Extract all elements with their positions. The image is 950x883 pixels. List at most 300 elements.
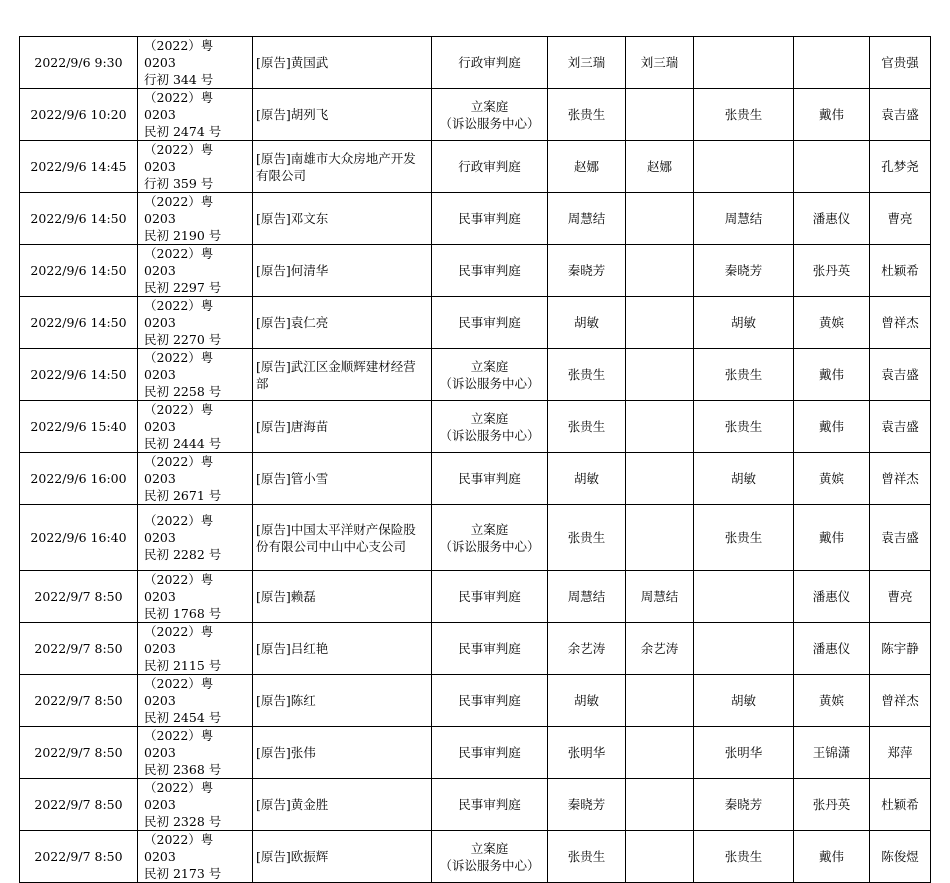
- hearing-time: 2022/9/6 9:30: [34, 55, 123, 70]
- case-number-line: 民初 2297 号: [144, 280, 222, 295]
- court-line: 民事审判庭: [458, 315, 521, 330]
- member-cell: [626, 245, 694, 297]
- member2-cell: [694, 453, 794, 505]
- clerk-name: 袁吉盛: [881, 530, 919, 545]
- member2-cell: [694, 831, 794, 883]
- member2-name: 张贵生: [724, 367, 763, 382]
- case-number-cell: [138, 89, 253, 141]
- hearing-time-cell: [20, 349, 138, 401]
- assistant-cell: [794, 37, 870, 89]
- case-number-cell: [138, 505, 253, 571]
- case-number-cell: [138, 453, 253, 505]
- case-number-line: 民初 2671 号: [144, 488, 222, 503]
- assistant-name: 潘惠仪: [812, 589, 851, 604]
- assistant-cell: [794, 245, 870, 297]
- case-number-cell: [138, 401, 253, 453]
- member2-cell: [694, 37, 794, 89]
- clerk-name: 袁吉盛: [881, 107, 919, 122]
- member-cell: [626, 349, 694, 401]
- hearing-time: 2022/9/6 14:50: [30, 315, 127, 330]
- hearing-time-cell: [20, 831, 138, 883]
- member-name: 余艺涛: [640, 641, 679, 656]
- court-line: 行政审判庭: [458, 55, 521, 70]
- court-cell: [432, 505, 548, 571]
- party-cell: [253, 401, 432, 453]
- judge-cell: [548, 349, 626, 401]
- member-cell: [626, 193, 694, 245]
- hearing-time: 2022/9/6 10:20: [30, 107, 127, 122]
- court-cell: [432, 571, 548, 623]
- member2-name: 张贵生: [724, 107, 763, 122]
- judge-cell: [548, 453, 626, 505]
- judge-cell: [548, 89, 626, 141]
- court-line: 民事审判庭: [458, 471, 521, 486]
- case-number-line: 民初 2115 号: [144, 658, 222, 673]
- court-cell: [432, 623, 548, 675]
- judge-name: 胡敏: [573, 315, 599, 330]
- case-number-cell: [138, 779, 253, 831]
- hearing-time: 2022/9/6 16:40: [30, 530, 127, 545]
- case-number-line: 行初 344 号: [144, 72, 214, 87]
- judge-name: 赵娜: [573, 159, 599, 174]
- party-cell: [253, 727, 432, 779]
- party-name: [原告]张伟: [256, 745, 316, 760]
- hearing-schedule-table: [19, 36, 931, 883]
- hearing-time: 2022/9/7 8:50: [34, 693, 123, 708]
- case-number-line: 民初 1768 号: [144, 606, 222, 621]
- court-line: 行政审判庭: [458, 159, 521, 174]
- clerk-name: 曹亮: [887, 211, 913, 226]
- judge-name: 张贵生: [567, 849, 606, 864]
- hearing-time-cell: [20, 505, 138, 571]
- party-name: [原告]黄国武: [256, 55, 329, 70]
- party-name: [原告]袁仁亮: [256, 315, 329, 330]
- judge-name: 张贵生: [567, 530, 606, 545]
- hearing-time: 2022/9/7 8:50: [34, 745, 123, 760]
- court-cell: [432, 297, 548, 349]
- court-line: 立案庭: [470, 521, 509, 537]
- member2-cell: [694, 349, 794, 401]
- clerk-cell: [870, 505, 931, 571]
- case-number-cell: [138, 623, 253, 675]
- member2-name: 周慧结: [724, 211, 763, 226]
- hearing-time-cell: [20, 623, 138, 675]
- party-name: [原告]陈红: [256, 693, 316, 708]
- hearing-time-cell: [20, 297, 138, 349]
- case-number-line: （2022）粤 0203: [144, 513, 214, 545]
- clerk-cell: [870, 37, 931, 89]
- member2-cell: [694, 727, 794, 779]
- court-line: 民事审判庭: [458, 589, 521, 604]
- clerk-cell: [870, 349, 931, 401]
- assistant-name: 张丹英: [812, 263, 851, 278]
- assistant-name: 黄嫔: [818, 315, 844, 330]
- case-number-line: 民初 2328 号: [144, 814, 222, 829]
- member2-cell: [694, 193, 794, 245]
- party-cell: [253, 193, 432, 245]
- case-number-line: （2022）粤 0203: [144, 142, 214, 174]
- assistant-cell: [794, 727, 870, 779]
- clerk-cell: [870, 453, 931, 505]
- hearing-time: 2022/9/6 15:40: [30, 419, 127, 434]
- table-row: [20, 505, 931, 571]
- hearing-time-cell: [20, 453, 138, 505]
- table-row: [20, 141, 931, 193]
- court-cell: [432, 349, 548, 401]
- judge-name: 秦晓芳: [567, 263, 606, 278]
- party-name: [原告]南雄市大众房地产开发有限公司: [256, 150, 416, 183]
- clerk-cell: [870, 297, 931, 349]
- hearing-time-cell: [20, 89, 138, 141]
- case-number-cell: [138, 571, 253, 623]
- clerk-name: 官贵强: [881, 55, 919, 70]
- assistant-name: 潘惠仪: [812, 641, 851, 656]
- court-line: 民事审判庭: [458, 745, 521, 760]
- party-name: [原告]黄金胜: [256, 797, 329, 812]
- member2-cell: [694, 141, 794, 193]
- assistant-cell: [794, 831, 870, 883]
- judge-cell: [548, 623, 626, 675]
- hearing-time-cell: [20, 141, 138, 193]
- case-number-line: 民初 2474 号: [144, 124, 222, 139]
- table-row: [20, 89, 931, 141]
- table-row: [20, 193, 931, 245]
- member-cell: [626, 675, 694, 727]
- hearing-time-cell: [20, 401, 138, 453]
- member2-name: 秦晓芳: [724, 797, 763, 812]
- court-line: （诉讼服务中心）: [439, 427, 540, 443]
- hearing-time: 2022/9/7 8:50: [34, 849, 123, 864]
- party-cell: [253, 675, 432, 727]
- member2-cell: [694, 297, 794, 349]
- case-number-line: 民初 2270 号: [144, 332, 222, 347]
- assistant-name: 戴伟: [818, 367, 844, 382]
- case-number-line: （2022）粤 0203: [144, 194, 214, 226]
- table-row: [20, 349, 931, 401]
- case-number-cell: [138, 245, 253, 297]
- table-row: [20, 571, 931, 623]
- judge-name: 胡敏: [573, 693, 599, 708]
- hearing-time-cell: [20, 571, 138, 623]
- party-cell: [253, 297, 432, 349]
- hearing-time: 2022/9/6 14:50: [30, 211, 127, 226]
- party-name: [原告]中国太平洋财产保险股份有限公司中山中心支公司: [256, 521, 416, 554]
- assistant-name: 戴伟: [818, 849, 844, 864]
- case-number-cell: [138, 727, 253, 779]
- hearing-time-cell: [20, 727, 138, 779]
- table-row: [20, 779, 931, 831]
- party-name: [原告]管小雪: [256, 471, 329, 486]
- judge-name: 张贵生: [567, 419, 606, 434]
- assistant-cell: [794, 89, 870, 141]
- member-cell: [626, 297, 694, 349]
- party-name: [原告]欧振辉: [256, 849, 329, 864]
- court-line: 立案庭: [470, 410, 509, 426]
- clerk-name: 郑萍: [887, 745, 913, 760]
- clerk-cell: [870, 141, 931, 193]
- judge-cell: [548, 245, 626, 297]
- assistant-name: 黄嫔: [818, 693, 844, 708]
- member2-cell: [694, 779, 794, 831]
- clerk-cell: [870, 623, 931, 675]
- assistant-name: 戴伟: [818, 419, 844, 434]
- hearing-time-cell: [20, 675, 138, 727]
- case-number-line: （2022）粤 0203: [144, 90, 214, 122]
- case-number-cell: [138, 675, 253, 727]
- party-cell: [253, 779, 432, 831]
- hearing-time: 2022/9/6 16:00: [30, 471, 127, 486]
- judge-name: 张贵生: [567, 367, 606, 382]
- party-name: [原告]邓文东: [256, 211, 329, 226]
- clerk-name: 曾祥杰: [881, 315, 919, 330]
- hearing-time-cell: [20, 193, 138, 245]
- clerk-cell: [870, 245, 931, 297]
- clerk-name: 袁吉盛: [881, 367, 919, 382]
- case-number-line: （2022）粤 0203: [144, 572, 214, 604]
- court-line: （诉讼服务中心）: [439, 115, 540, 131]
- case-number-line: 民初 2282 号: [144, 547, 222, 562]
- case-number-line: 民初 2368 号: [144, 762, 222, 777]
- clerk-name: 孔梦尧: [881, 159, 919, 174]
- court-line: 民事审判庭: [458, 263, 521, 278]
- party-cell: [253, 571, 432, 623]
- assistant-cell: [794, 401, 870, 453]
- case-number-line: （2022）粤 0203: [144, 728, 214, 760]
- party-cell: [253, 245, 432, 297]
- assistant-name: 戴伟: [818, 530, 844, 545]
- hearing-time: 2022/9/7 8:50: [34, 797, 123, 812]
- case-number-line: 行初 359 号: [144, 176, 214, 191]
- member-cell: [626, 831, 694, 883]
- table-row: [20, 37, 931, 89]
- case-number-line: 民初 2444 号: [144, 436, 222, 451]
- member-name: 赵娜: [646, 159, 672, 174]
- table-row: [20, 831, 931, 883]
- party-cell: [253, 349, 432, 401]
- member2-cell: [694, 505, 794, 571]
- judge-name: 余艺涛: [567, 641, 606, 656]
- case-number-cell: [138, 193, 253, 245]
- assistant-cell: [794, 779, 870, 831]
- member2-name: 张贵生: [724, 419, 763, 434]
- assistant-name: 黄嫔: [818, 471, 844, 486]
- clerk-name: 杜颖希: [881, 263, 919, 278]
- case-number-line: （2022）粤 0203: [144, 38, 214, 70]
- member2-name: 张明华: [724, 745, 763, 760]
- hearing-time: 2022/9/6 14:50: [30, 367, 127, 382]
- case-number-line: （2022）粤 0203: [144, 624, 214, 656]
- assistant-cell: [794, 141, 870, 193]
- judge-name: 张明华: [567, 745, 606, 760]
- court-line: 立案庭: [470, 840, 509, 856]
- court-line: 民事审判庭: [458, 693, 521, 708]
- clerk-name: 陈俊煜: [881, 849, 919, 864]
- clerk-cell: [870, 779, 931, 831]
- member2-cell: [694, 675, 794, 727]
- judge-name: 周慧结: [567, 211, 606, 226]
- court-line: 立案庭: [470, 98, 509, 114]
- member2-cell: [694, 623, 794, 675]
- case-number-cell: [138, 141, 253, 193]
- hearing-time: 2022/9/6 14:45: [30, 159, 127, 174]
- judge-cell: [548, 779, 626, 831]
- party-cell: [253, 623, 432, 675]
- clerk-name: 曾祥杰: [881, 693, 919, 708]
- court-cell: [432, 141, 548, 193]
- member-name: 刘三瑞: [640, 55, 679, 70]
- court-line: 民事审判庭: [458, 211, 521, 226]
- court-line: 民事审判庭: [458, 641, 521, 656]
- court-cell: [432, 37, 548, 89]
- court-cell: [432, 193, 548, 245]
- party-name: [原告]吕红艳: [256, 641, 329, 656]
- court-cell: [432, 453, 548, 505]
- clerk-cell: [870, 727, 931, 779]
- member-cell: [626, 37, 694, 89]
- hearing-time-cell: [20, 245, 138, 297]
- hearing-time: 2022/9/7 8:50: [34, 641, 123, 656]
- court-cell: [432, 401, 548, 453]
- judge-cell: [548, 141, 626, 193]
- judge-cell: [548, 675, 626, 727]
- table-row: [20, 401, 931, 453]
- case-number-cell: [138, 349, 253, 401]
- assistant-cell: [794, 297, 870, 349]
- member-cell: [626, 89, 694, 141]
- table-row: [20, 297, 931, 349]
- hearing-time: 2022/9/6 14:50: [30, 263, 127, 278]
- member-cell: [626, 505, 694, 571]
- case-number-line: （2022）粤 0203: [144, 350, 214, 382]
- assistant-cell: [794, 675, 870, 727]
- member2-cell: [694, 571, 794, 623]
- case-number-line: （2022）粤 0203: [144, 298, 214, 330]
- assistant-cell: [794, 193, 870, 245]
- judge-cell: [548, 297, 626, 349]
- court-line: 民事审判庭: [458, 797, 521, 812]
- member2-name: 张贵生: [724, 849, 763, 864]
- assistant-name: 王锦潇: [812, 745, 851, 760]
- member-cell: [626, 141, 694, 193]
- party-name: [原告]唐海苗: [256, 419, 329, 434]
- party-name: [原告]胡列飞: [256, 107, 329, 122]
- judge-cell: [548, 571, 626, 623]
- member2-cell: [694, 89, 794, 141]
- judge-cell: [548, 505, 626, 571]
- case-number-line: （2022）粤 0203: [144, 780, 214, 812]
- case-number-line: （2022）粤 0203: [144, 676, 214, 708]
- case-number-line: （2022）粤 0203: [144, 454, 214, 486]
- judge-name: 周慧结: [567, 589, 606, 604]
- court-line: （诉讼服务中心）: [439, 857, 540, 873]
- party-cell: [253, 831, 432, 883]
- party-cell: [253, 141, 432, 193]
- judge-name: 秦晓芳: [567, 797, 606, 812]
- judge-name: 刘三瑞: [567, 55, 606, 70]
- assistant-name: 潘惠仪: [812, 211, 851, 226]
- member2-name: 张贵生: [724, 530, 763, 545]
- member2-cell: [694, 245, 794, 297]
- party-name: [原告]武江区金顺辉建材经营部: [256, 358, 416, 391]
- court-line: （诉讼服务中心）: [439, 538, 540, 554]
- party-name: [原告]何清华: [256, 263, 329, 278]
- clerk-cell: [870, 831, 931, 883]
- clerk-cell: [870, 401, 931, 453]
- member-cell: [626, 623, 694, 675]
- assistant-name: 张丹英: [812, 797, 851, 812]
- assistant-cell: [794, 505, 870, 571]
- assistant-cell: [794, 623, 870, 675]
- clerk-name: 陈宇静: [881, 641, 919, 656]
- assistant-name: 戴伟: [818, 107, 844, 122]
- court-cell: [432, 675, 548, 727]
- case-number-cell: [138, 297, 253, 349]
- judge-cell: [548, 193, 626, 245]
- clerk-cell: [870, 89, 931, 141]
- case-number-line: 民初 2190 号: [144, 228, 222, 243]
- hearing-time-cell: [20, 37, 138, 89]
- case-number-line: 民初 2258 号: [144, 384, 222, 399]
- table-row: [20, 453, 931, 505]
- member2-name: 秦晓芳: [724, 263, 763, 278]
- clerk-name: 杜颖希: [881, 797, 919, 812]
- party-name: [原告]赖磊: [256, 589, 316, 604]
- court-cell: [432, 779, 548, 831]
- court-cell: [432, 831, 548, 883]
- case-number-cell: [138, 831, 253, 883]
- member-name: 周慧结: [640, 589, 679, 604]
- judge-name: 胡敏: [573, 471, 599, 486]
- member2-name: 胡敏: [730, 693, 756, 708]
- party-cell: [253, 453, 432, 505]
- judge-cell: [548, 401, 626, 453]
- table-row: [20, 727, 931, 779]
- court-cell: [432, 245, 548, 297]
- clerk-cell: [870, 675, 931, 727]
- judge-cell: [548, 831, 626, 883]
- judge-cell: [548, 37, 626, 89]
- case-number-line: 民初 2454 号: [144, 710, 222, 725]
- table-row: [20, 675, 931, 727]
- case-number-line: （2022）粤 0203: [144, 246, 214, 278]
- hearing-time-cell: [20, 779, 138, 831]
- table-row: [20, 623, 931, 675]
- case-number-line: （2022）粤 0203: [144, 402, 214, 434]
- court-cell: [432, 89, 548, 141]
- judge-cell: [548, 727, 626, 779]
- clerk-name: 曹亮: [887, 589, 913, 604]
- clerk-cell: [870, 571, 931, 623]
- clerk-cell: [870, 193, 931, 245]
- member-cell: [626, 401, 694, 453]
- assistant-cell: [794, 349, 870, 401]
- member-cell: [626, 727, 694, 779]
- court-cell: [432, 727, 548, 779]
- hearing-time: 2022/9/7 8:50: [34, 589, 123, 604]
- court-line: 立案庭: [470, 358, 509, 374]
- table-row: [20, 245, 931, 297]
- court-line: （诉讼服务中心）: [439, 375, 540, 391]
- case-number-line: 民初 2173 号: [144, 866, 222, 881]
- party-cell: [253, 505, 432, 571]
- clerk-name: 袁吉盛: [881, 419, 919, 434]
- member-cell: [626, 453, 694, 505]
- member2-name: 胡敏: [730, 315, 756, 330]
- party-cell: [253, 89, 432, 141]
- assistant-cell: [794, 453, 870, 505]
- clerk-name: 曾祥杰: [881, 471, 919, 486]
- case-number-cell: [138, 37, 253, 89]
